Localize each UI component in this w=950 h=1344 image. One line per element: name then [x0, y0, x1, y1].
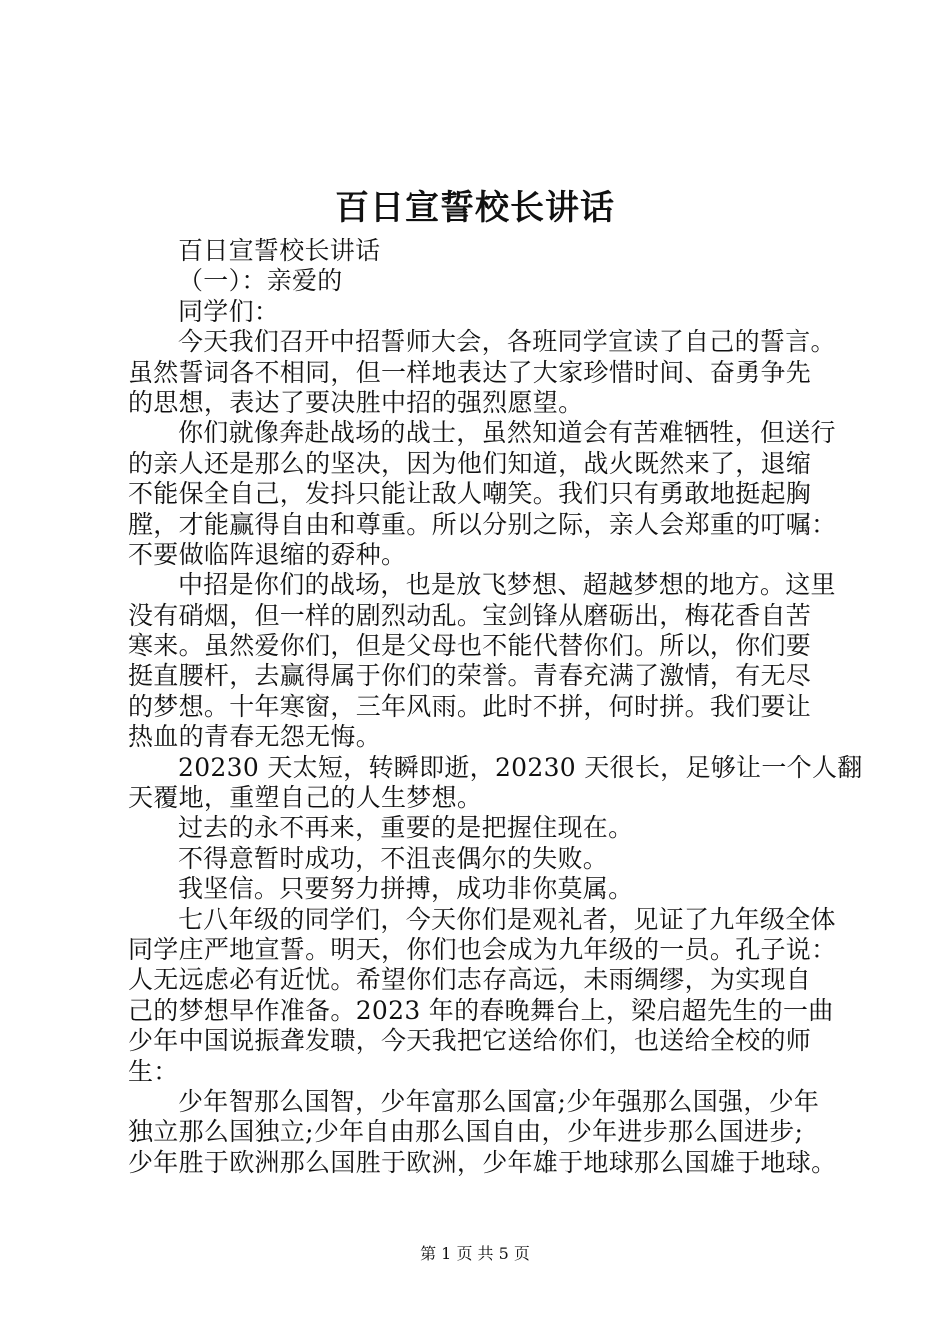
document-body — [128, 236, 863, 1178]
text-line: 己的梦想早作准备。2023 年的春晚舞台上，梁启超先生的一曲 — [128, 995, 834, 1025]
text-line: 百日宣誓校长讲话 — [178, 236, 381, 265]
text-line: 少年智那么国智，少年富那么国富;少年强那么国强，少年 — [178, 1086, 820, 1116]
text-line: 热血的青春无怨无悔。 — [128, 722, 382, 752]
text-line: 过去的永不再来，重要的是把握住现在。 — [178, 813, 634, 843]
text-line: 独立那么国独立;少年自由那么国自由，少年进步那么国进步; — [128, 1117, 804, 1147]
page-footer: 第 1 页 共 5 页 — [420, 1244, 530, 1263]
text-line: 挺直腰杆，去赢得属于你们的荣誉。青春充满了激情，有无尽 — [128, 661, 812, 691]
text-line: 没有硝烟，但一样的剧烈动乱。宝剑锋从磨砺出，梅花香自苦 — [128, 600, 812, 630]
text-line: 20230 天太短，转瞬即逝，20230 天很长，足够让一个人翻 — [178, 752, 863, 782]
text-line: 我坚信。只要努力拼搏，成功非你莫属。 — [178, 874, 634, 904]
text-line: 同学庄严地宣誓。明天，你们也会成为九年级的一员。孔子说： — [128, 934, 837, 964]
text-line: 同学们： — [178, 296, 280, 326]
text-line: 不要做临阵退缩的孬种。 — [128, 539, 407, 569]
text-line: 七八年级的同学们，今天你们是观礼者，见证了九年级全体 — [178, 904, 836, 934]
text-line: 少年胜于欧洲那么国胜于欧洲，少年雄于地球那么国雄于地球。 — [128, 1147, 837, 1177]
text-line: 少年中国说振聋发聩，今天我把它送给你们，也送给全校的师 — [128, 1026, 812, 1056]
text-line: （一）：亲爱的 — [178, 266, 343, 296]
text-line: 不得意暂时成功，不沮丧偶尔的失败。 — [178, 843, 609, 873]
text-line: 的思想，表达了要决胜中招的强烈愿望。 — [128, 387, 584, 417]
text-line: 的梦想。十年寒窗，三年风雨。此时不拼，何时拼。我们要让 — [128, 691, 812, 721]
text-line: 的亲人还是那么的坚决，因为他们知道，战火既然来了，退缩 — [128, 448, 812, 478]
text-line: 生： — [128, 1056, 179, 1086]
text-line: 天覆地，重塑自己的人生梦想。 — [128, 783, 483, 813]
text-line: 膛，才能赢得自由和尊重。所以分别之际，亲人会郑重的叮嘱： — [128, 509, 837, 539]
text-line: 中招是你们的战场，也是放飞梦想、超越梦想的地方。这里 — [178, 570, 836, 600]
text-line: 虽然誓词各不相同，但一样地表达了大家珍惜时间、奋勇争先 — [128, 357, 812, 387]
text-line: 不能保全自己，发抖只能让敌人嘲笑。我们只有勇敢地挺起胸 — [128, 479, 812, 509]
text-line: 寒来。虽然爱你们，但是父母也不能代替你们。所以，你们要 — [128, 631, 812, 661]
text-line: 今天我们召开中招誓师大会，各班同学宣读了自己的誓言。 — [178, 327, 836, 357]
page-title: 百日宣誓校长讲话 — [335, 188, 615, 228]
text-line: 人无远虑必有近忧。希望你们志存高远，未雨绸缪，为实现自 — [128, 965, 812, 995]
text-line: 你们就像奔赴战场的战士，虽然知道会有苦难牺牲，但送行 — [178, 418, 836, 448]
